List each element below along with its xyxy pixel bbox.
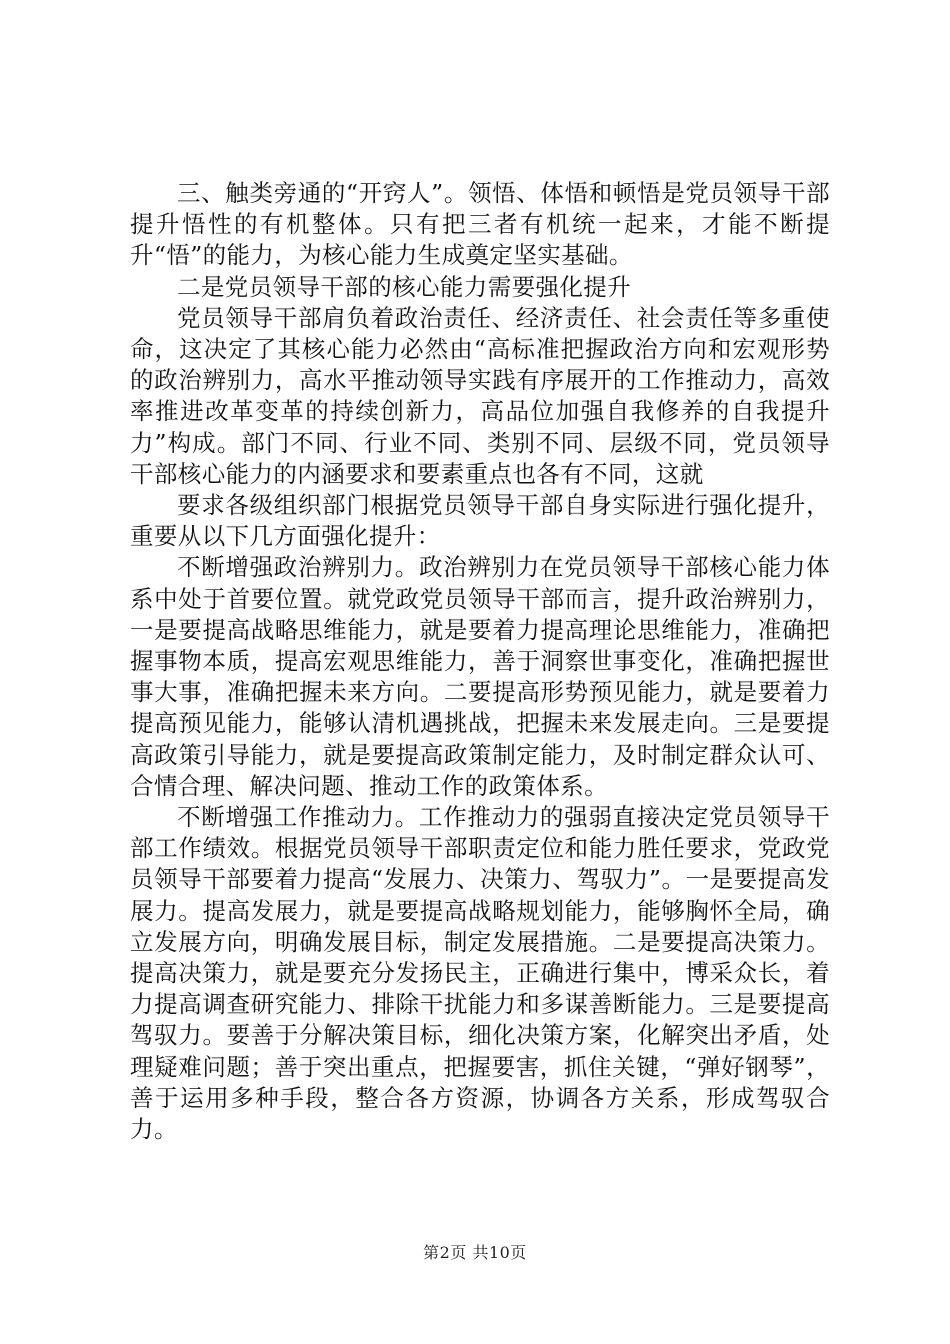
paragraph-5: 不断增强工作推动力。工作推动力的强弱直接决定党员领导干部工作绩效。根据党员领导干部职责定位和能力胜任要求，党政党员领导干部要着力提高“发展力、决策力、驾驭力”。一是要提高发展力。提高发展力，就是要提高战略规划能力，能够胸怀全局，确立发展方向，明确发展目标，制定发展措施。二是要提高决策力。提高决策力，就是要充分发扬民主，正确进行集中，博采众长，着力提高调查研究能力、排除干扰能力和多谋善断能力。三是要提高驾驭力。要善于分解决策目标，细化决策方案，化解突出矛盾，处理疑难问题；善于突出重点，把握要害，抓住关键，“弹好钢琴”，善于运用多种手段，整合各方资源，协调各方关系，形成驾驭合力。 bbox=[130, 803, 830, 1144]
paragraph-2: 党员领导干部肩负着政治责任、经济责任、社会责任等多重使命，这决定了其核心能力必然由“高标准把握政治方向和宏观形势的政治辨别力，高水平推动领导实践有序展开的工作推动力，高效率推进改革变革的持续创新力，高品位加强自我修养的自我提升力”构成。部门不同、行业不同、类别不同、层级不同，党员领导干部核心能力的内涵要求和要素重点也各有不同，这就 bbox=[130, 303, 830, 488]
paragraph-1: 三、触类旁通的“开窍人”。领悟、体悟和顿悟是党员领导干部提升悟性的有机整体。只有把三者有机统一起来，才能不断提升“悟”的能力，为核心能力生成奠定坚实基础。 bbox=[130, 179, 830, 270]
paragraph-4: 不断增强政治辨别力。政治辨别力在党员领导干部核心能力体系中处于首要位置。就党政党员领导干部而言，提升政治辨别力，一是要提高战略思维能力，就是要着力提高理论思维能力，准确把握事物本质，提高宏观思维能力，善于洞察世事变化，准确把握世事大事，准确把握未来方向。二要提高形势预见能力，就是要着力提高预见能力，能够认清机遇挑战，把握未来发展走向。三是要提高政策引导能力，就是要提高政策制定能力，及时制定群众认可、合情合理、解决问题、推动工作的政策体系。 bbox=[130, 553, 830, 800]
section-heading: 二是党员领导干部的核心能力需要强化提升 bbox=[177, 272, 632, 301]
document-body bbox=[130, 178, 830, 1145]
page-number-footer: 第2页 共10页 bbox=[423, 1243, 527, 1262]
paragraph-3: 要求各级组织部门根据党员领导干部自身实际进行强化提升，重要从以下几方面强化提升： bbox=[130, 491, 830, 551]
